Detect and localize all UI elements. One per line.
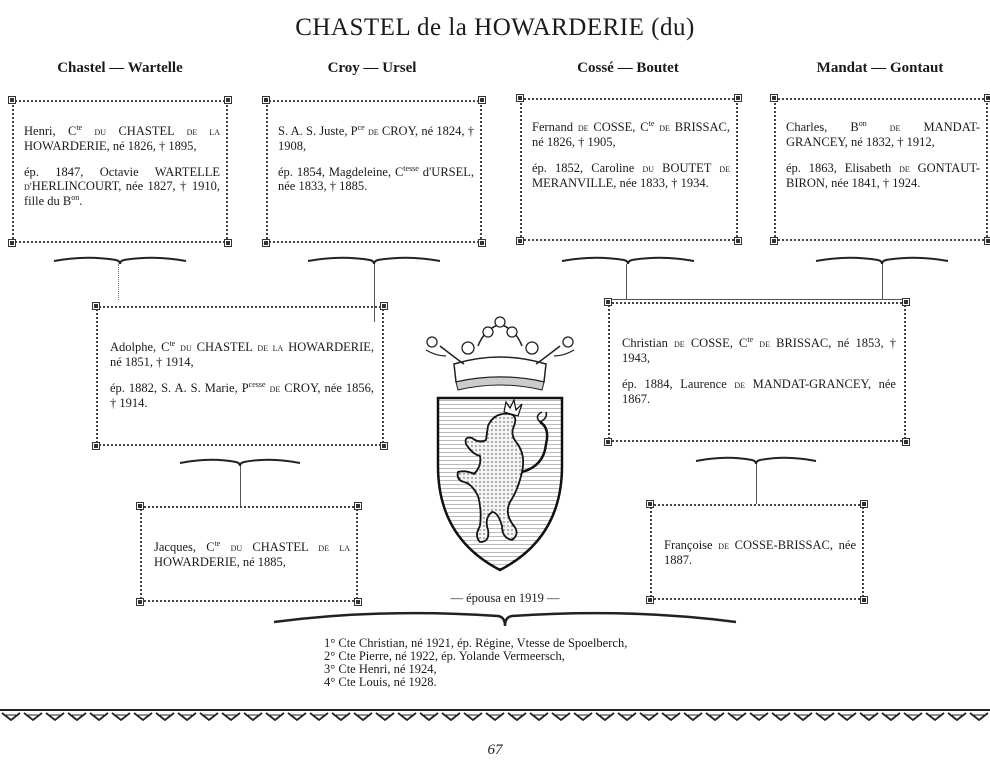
decorative-border-strip [0, 708, 990, 722]
child-entry-henri: 3° Cte Henri, né 1924, [324, 662, 437, 676]
family-heading-croy-ursel: Croy — Ursel [327, 60, 417, 76]
connector-line [756, 464, 757, 504]
genealogy-box-charles-de-mandat-grancey: Charles, $B^{on}$ de MANDAT-GRANCEY, né 1832, † 1912, ép. 1863, Elisabeth de GONTAUT-BIRON, née 1841, † 1924. [774, 98, 988, 241]
genealogy-box-jacques-du-chastel: Jacques, $C^{te}$ du CHASTEL de la HOWARDERIE, né 1885, [140, 506, 358, 602]
crown-icon [426, 317, 574, 390]
connector-line [604, 299, 904, 300]
married-label: — épousa en 1919 — [450, 591, 560, 605]
child-entry-christian: 1° Cte Christian, né 1921, ép. Régine, Vtesse de Spoelberch, [324, 636, 628, 650]
genealogy-box-francoise-de-cosse-brissac: Françoise de COSSE-BRISSAC, née 1887. [650, 504, 864, 600]
genealogy-box-henri-du-chastel: Henri, $C^{te}$ du CHASTEL de la HOWARDERIE, né 1826, † 1895, ép. 1847, Octavie WARTELLE d'HERLINCOURT, née 1827, † 1910, fille du $B^{on}$. [12, 100, 228, 243]
connector-line [626, 264, 627, 300]
connector-line [118, 264, 119, 300]
genealogy-box-fernand-de-cosse: Fernand de COSSE, $C^{te}$ de BRISSAC, né 1826, † 1905, ép. 1852, Caroline du BOUTET de MERANVILLE, née 1833, † 1934. [520, 98, 738, 241]
family-heading-chastel-wartelle: Chastel — Wartelle [57, 60, 183, 76]
connector-line [882, 264, 883, 300]
page-title: CHASTEL de la HOWARDERIE (du) [295, 14, 695, 41]
child-entry-pierre: 2° Cte Pierre, né 1922, ép. Yolande Vermeersch, [324, 649, 565, 663]
genealogy-box-christian-de-cosse-de-brissac: Christian de COSSE, $C^{te}$ de BRISSAC, né 1853, † 1943, ép. 1884, Laurence de MANDAT-GRANCEY, née 1867. [608, 302, 906, 442]
genealogy-box-juste-de-croy: S. A. S. Juste, $P^{ce}$ de CROY, né 1824, † 1908, ép. 1854, Magdeleine, $C^{tesse}$ d'URSEL, née 1833, † 1885. [266, 100, 482, 243]
brace-under-box-1 [52, 252, 188, 266]
family-heading-mandat-gontaut: Mandat — Gontaut [816, 60, 944, 76]
brace-under-box-3 [560, 252, 696, 266]
family-heading-cosse-boutet: Cossé — Boutet [577, 60, 679, 76]
child-entry-louis: 4° Cte Louis, né 1928. [324, 675, 437, 689]
brace-marriage [272, 604, 738, 630]
children-list [324, 637, 627, 689]
connector-line [240, 466, 241, 506]
coat-of-arms [418, 316, 582, 574]
page-number: 67 [487, 742, 503, 758]
genealogy-box-adolphe-du-chastel: Adolphe, $C^{te}$ du CHASTEL de la HOWARDERIE, né 1851, † 1914, ép. 1882, S. A. S. Marie, $P^{cesse}$ de CROY, née 1856, † 1914. [96, 306, 384, 446]
